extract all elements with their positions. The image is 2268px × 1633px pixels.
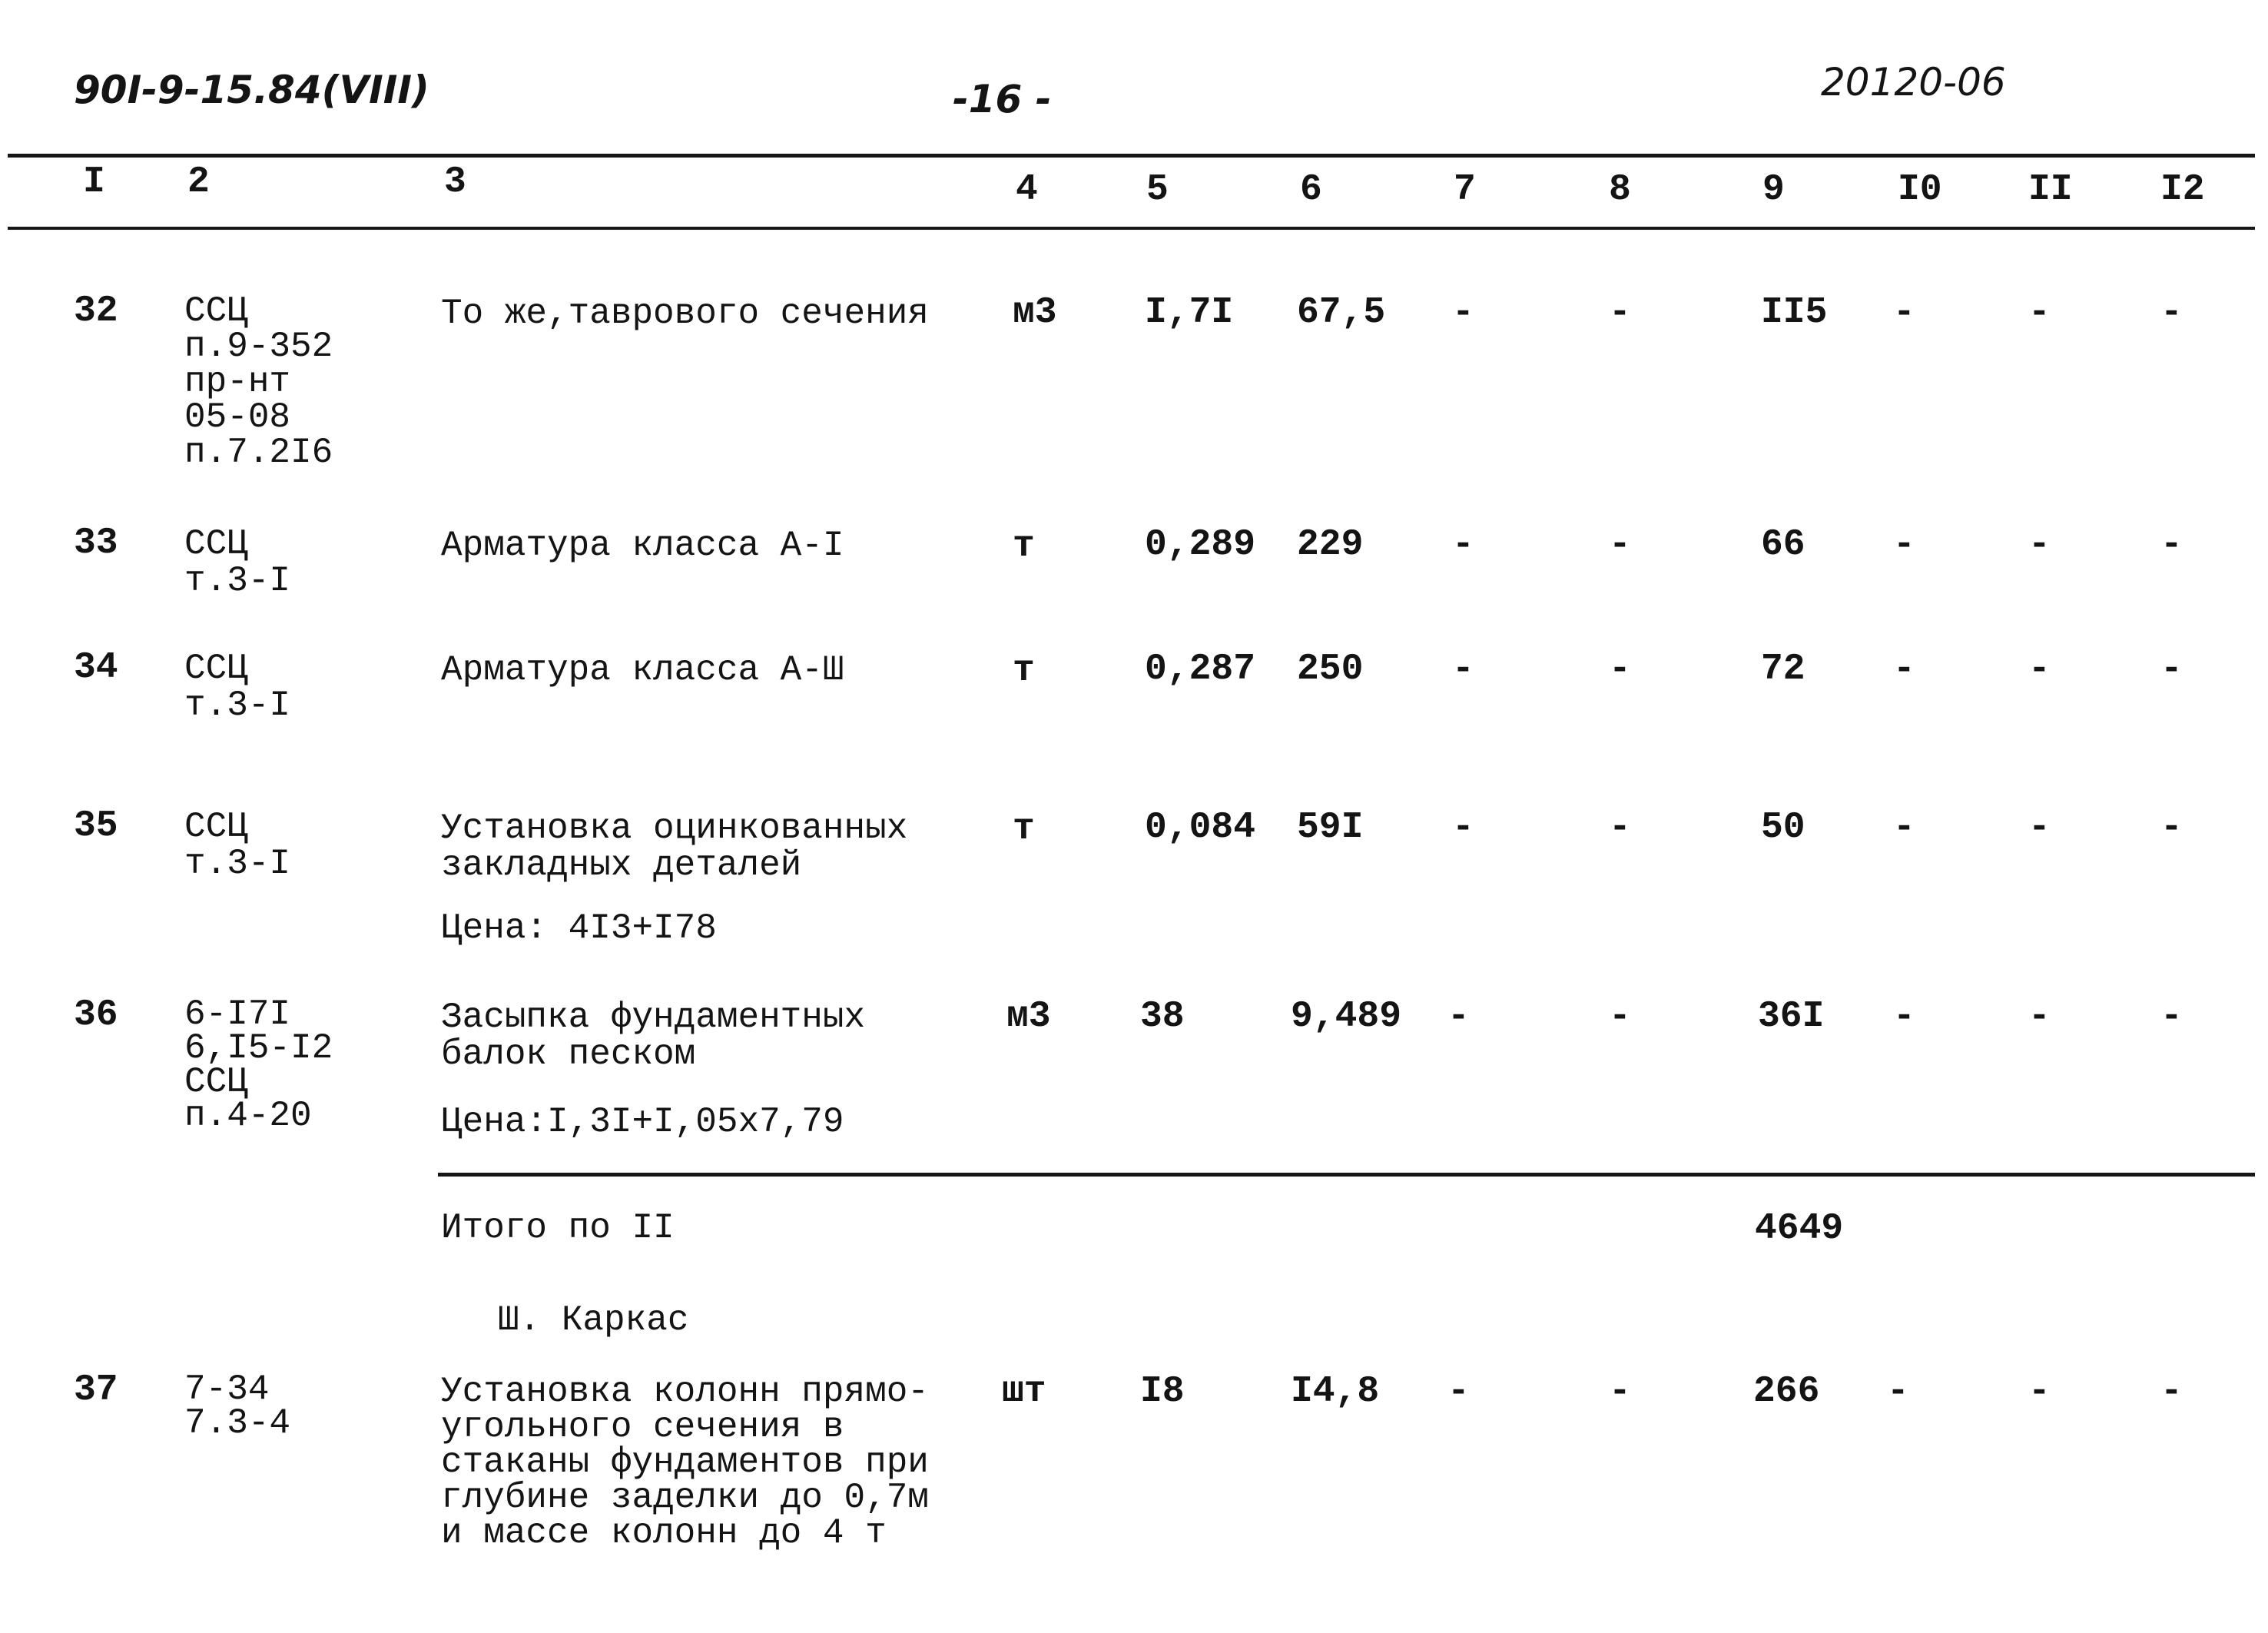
row-number: 33 <box>74 523 118 564</box>
row-price: I4,8 <box>1291 1371 1380 1412</box>
row-col8: - <box>1609 807 1631 848</box>
row-col11: - <box>2028 996 2051 1037</box>
row-col7: - <box>1452 292 1474 334</box>
row-col11: - <box>2028 292 2051 334</box>
row-col12: - <box>2160 807 2183 848</box>
col-header-12: I2 <box>2160 169 2205 211</box>
row-unit: т <box>1013 650 1035 692</box>
row-unit: т <box>1013 526 1035 567</box>
row-col12: - <box>2160 524 2183 566</box>
row-col10: - <box>1887 1371 1909 1412</box>
row-total-cost: 72 <box>1761 649 1805 690</box>
table-header-rule <box>8 227 2255 230</box>
row-number: 36 <box>74 994 118 1036</box>
row-col7: - <box>1447 996 1470 1037</box>
row-code: ССЦ т.3-I <box>184 649 291 725</box>
row-price: 59I <box>1297 807 1364 848</box>
row-code: ССЦ т.3-I <box>184 524 291 601</box>
row-col12: - <box>2160 292 2183 334</box>
row-col10: - <box>1893 292 1915 334</box>
row-col11: - <box>2028 1371 2051 1412</box>
row-quantity: 38 <box>1140 996 1185 1037</box>
col-header-9: 9 <box>1762 169 1785 211</box>
row-unit: м3 <box>1013 292 1057 334</box>
row-total-cost: 66 <box>1761 524 1805 566</box>
row-col11: - <box>2028 807 2051 848</box>
page-number: -16 - <box>953 77 1052 121</box>
row-number: 35 <box>74 805 118 847</box>
total-value: 4649 <box>1755 1208 1844 1250</box>
col-header-7: 7 <box>1454 169 1476 211</box>
col-header-8: 8 <box>1609 169 1631 211</box>
row-unit: м3 <box>1006 996 1051 1037</box>
row-col12: - <box>2160 996 2183 1037</box>
table-top-rule <box>8 154 2255 158</box>
document-code: 90I-9-15.84(VIII) <box>74 68 429 112</box>
row-price-note: Цена: 4I3+I78 <box>441 908 717 948</box>
row-total-cost: 36I <box>1758 996 1825 1037</box>
row-col10: - <box>1893 996 1915 1037</box>
row-unit: т <box>1013 808 1035 850</box>
row-number: 32 <box>74 290 118 332</box>
row-price: 250 <box>1297 649 1364 690</box>
row-price: 229 <box>1297 524 1364 566</box>
row-price: 9,489 <box>1291 996 1402 1037</box>
row-quantity: I,7I <box>1145 292 1234 334</box>
row-col12: - <box>2160 1371 2183 1412</box>
row-col7: - <box>1452 649 1474 690</box>
row-col8: - <box>1609 996 1631 1037</box>
row-col8: - <box>1609 524 1631 566</box>
row-col8: - <box>1609 649 1631 690</box>
col-header-4: 4 <box>1016 169 1038 211</box>
row-quantity: 0,287 <box>1145 649 1256 690</box>
row-total-cost: II5 <box>1761 292 1828 334</box>
row-price-note: Цена:I,3I+I,05х7,79 <box>441 1102 844 1142</box>
row-description: Арматура класса А-I <box>441 526 844 566</box>
col-header-3: 3 <box>444 161 466 203</box>
row-quantity: I8 <box>1140 1371 1185 1412</box>
total-label: Итого по II <box>441 1208 675 1248</box>
row-description: Засыпка фундаментных балок песком <box>441 997 866 1074</box>
row-quantity: 0,289 <box>1145 524 1256 566</box>
row-price: 67,5 <box>1297 292 1386 334</box>
row-quantity: 0,084 <box>1145 807 1256 848</box>
row-col7: - <box>1447 1371 1470 1412</box>
row-description: Установка колонн прямо- угольного сечения в стаканы фундаментов при глубине заделки до 0,7м и массе колонн до 4 т <box>441 1372 929 1553</box>
row-col11: - <box>2028 524 2051 566</box>
row-col10: - <box>1893 807 1915 848</box>
col-header-10: I0 <box>1898 169 1942 211</box>
row-description: Установка оцинкованных закладных деталей <box>441 808 908 885</box>
row-code: ССЦ т.3-I <box>184 807 291 884</box>
col-header-1: I <box>83 161 105 203</box>
row-total-cost: 50 <box>1761 807 1805 848</box>
col-header-11: II <box>2028 169 2073 211</box>
row-number: 34 <box>74 647 118 689</box>
row-code: 6-I7I 6,I5-I2 ССЦ п.4-20 <box>184 994 333 1136</box>
row-total-cost: 266 <box>1753 1371 1820 1412</box>
row-col7: - <box>1452 807 1474 848</box>
row-col11: - <box>2028 649 2051 690</box>
row-col8: - <box>1609 292 1631 334</box>
section-title: Ш. Каркас <box>498 1300 689 1340</box>
total-separator-rule <box>438 1173 2255 1177</box>
col-header-5: 5 <box>1146 169 1169 211</box>
col-header-2: 2 <box>187 161 210 203</box>
archive-number: 20120-06 <box>1821 60 2006 105</box>
row-col7: - <box>1452 524 1474 566</box>
row-number: 37 <box>74 1369 118 1411</box>
row-description: То же,таврового сечения <box>441 294 929 334</box>
row-col10: - <box>1893 649 1915 690</box>
row-unit: шт <box>1002 1371 1046 1412</box>
row-col10: - <box>1893 524 1915 566</box>
row-col8: - <box>1609 1371 1631 1412</box>
row-code: 7-34 7.3-4 <box>184 1369 291 1443</box>
row-col12: - <box>2160 649 2183 690</box>
row-code: ССЦ п.9-352 пр-нт 05-08 п.7.2I6 <box>184 291 333 473</box>
col-header-6: 6 <box>1300 169 1322 211</box>
row-description: Арматура класса А-Ш <box>441 650 844 690</box>
